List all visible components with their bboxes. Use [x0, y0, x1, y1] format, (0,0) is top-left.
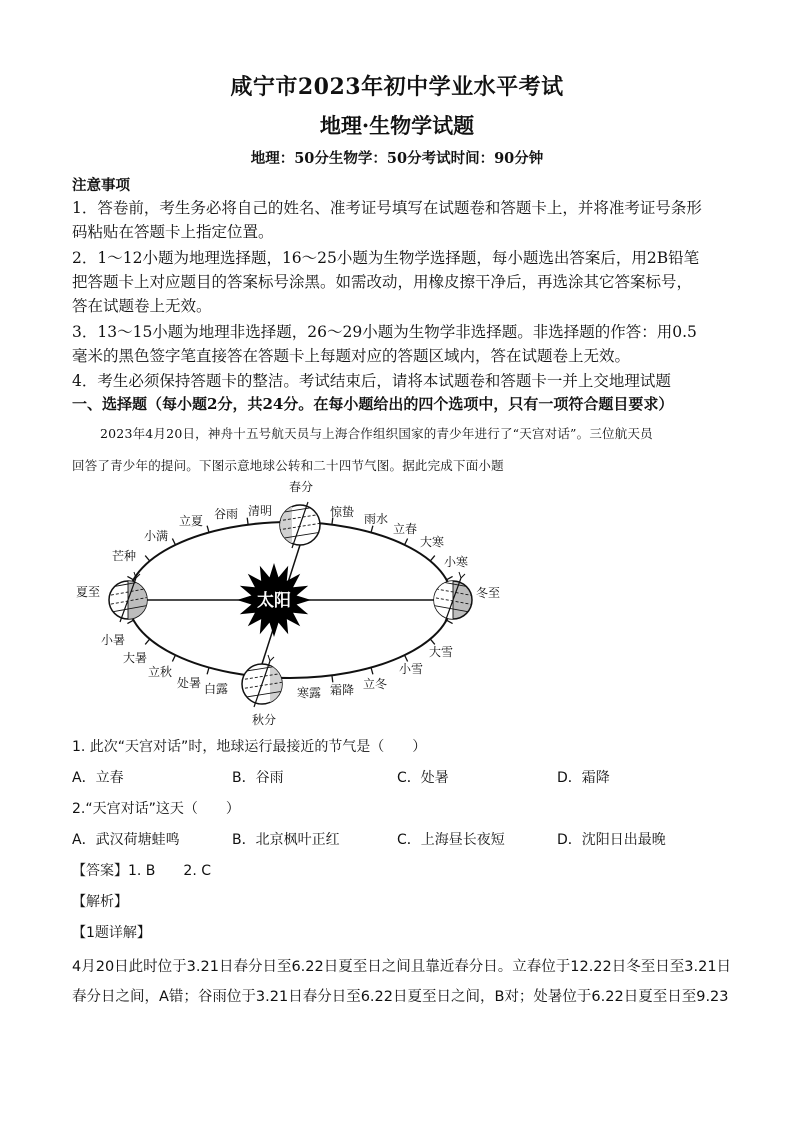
answer-value: 1. B 2. C	[128, 863, 211, 879]
q1-option-a: A．立春	[72, 770, 124, 786]
q1-option-b: B．谷雨	[232, 770, 284, 786]
term-label-jingzhe: 惊蛰	[329, 505, 355, 519]
term-tick	[145, 556, 150, 561]
term-label-xiaoman: 小满	[143, 529, 169, 543]
term-tick	[247, 518, 248, 525]
term-label-qiufen: 秋分	[251, 713, 277, 727]
earth-icon-summer-solstice	[106, 572, 150, 622]
term-label-lidong: 立冬	[362, 677, 388, 691]
term-label-daxue: 大雪	[428, 645, 454, 659]
notes-line: 毫米的黑色签字笔直接答在答题卡上每题对应的答题区域内，答在试题卷上无效。	[72, 347, 631, 365]
score-info: 地理：50分生物学：50分考试时间：90分钟	[250, 150, 544, 167]
intro-text: 2023年4月20日，神舟十五号航天员与上海合作组织国家的青少年进行了“天宫对话”。三位航天员	[100, 426, 653, 441]
q2-option-c: C．上海昼长夜短	[397, 832, 505, 848]
notes-line: 2．1～12小题为地理选择题，16～25小题为生物学选择题，每小题选出答案后，用2B铅笔	[72, 249, 700, 267]
notes-line: 把答题卡上对应题目的答案标号涂黑。如需改动，用橡皮擦干净后，再选涂其它答案标号，	[72, 273, 693, 291]
term-label-dahan: 大寒	[419, 535, 445, 549]
earth-icon-winter-solstice	[431, 572, 475, 622]
exam-title: 咸宁市2023年初中学业水平考试	[230, 74, 564, 100]
term-tick	[207, 668, 209, 675]
term-tick	[172, 655, 175, 661]
term-label-yushui: 雨水	[363, 512, 389, 526]
term-label-chunfen: 春分	[288, 480, 314, 494]
term-label-dashu: 大暑	[122, 651, 148, 665]
answer-row	[72, 860, 211, 880]
term-tick	[371, 668, 373, 675]
sun-icon	[237, 563, 311, 637]
term-tick	[332, 675, 333, 682]
detail-line: 春分日之间，A错；谷雨位于3.21日春分日至6.22日夏至日之间，B对；处暑位于6.22日夏至日至9.23	[72, 989, 729, 1005]
q2-option-a: A．武汉荷塘蛙鸣	[72, 832, 180, 848]
term-label-bailu: 白露	[203, 682, 229, 696]
question-2-stem: 2.“天宫对话”这天（ ）	[72, 801, 240, 817]
sun-label: 太阳	[257, 591, 291, 611]
term-label-lichun: 立春	[392, 522, 418, 536]
notes-line: 4．考生必须保持答题卡的整洁。考试结束后，请将本试题卷和答题卡一并上交地理试题	[72, 372, 671, 390]
exam-subtitle: 地理·生物学试题	[319, 113, 475, 138]
term-tick	[371, 526, 373, 533]
term-tick	[447, 576, 453, 579]
term-label-dongzhi: 冬至	[475, 586, 501, 600]
notes-line: 1．答卷前，考生务必将自己的姓名、准考证号填写在试题卷和答题卡上，并将准考证号条形	[72, 199, 702, 217]
q2-option-d: D．沈阳日出最晚	[557, 832, 666, 848]
q1-option-d: D．霜降	[557, 770, 610, 786]
term-tick	[127, 620, 133, 623]
term-label-lixia: 立夏	[178, 514, 204, 528]
term-label-chushu: 处暑	[176, 676, 202, 690]
detail-label: 【1题详解】	[72, 925, 151, 941]
q1-option-c: C．处暑	[397, 770, 449, 786]
notes-line: 码粘贴在答题卡上指定位置。	[72, 223, 274, 241]
term-tick	[127, 576, 133, 579]
intro-text: 回答了青少年的提问。下图示意地球公转和二十四节气图。据此完成下面小题	[72, 458, 504, 473]
term-label-xiazhi: 夏至	[75, 585, 101, 599]
notes-heading: 注意事项	[72, 177, 130, 194]
term-label-xiaohan: 小寒	[443, 555, 469, 569]
section-heading: 一、选择题（每小题2分，共24分。在每小题给出的四个选项中，只有一项符合题目要求）	[72, 395, 674, 413]
notes-line: 答在试题卷上无效。	[72, 297, 212, 315]
term-tick	[430, 639, 435, 644]
term-label-xiaoshu: 小暑	[100, 633, 126, 647]
term-label-guyu: 谷雨	[213, 507, 239, 521]
term-tick	[405, 655, 408, 661]
earth-icon-spring-equinox	[278, 502, 322, 548]
term-tick	[145, 639, 150, 644]
term-label-hanlu: 寒露	[296, 686, 322, 700]
term-label-liqiu: 立秋	[147, 665, 173, 679]
term-tick	[172, 539, 175, 545]
term-tick	[430, 556, 435, 561]
detail-line: 4月20日此时位于3.21日春分日至6.22日夏至日之间且靠近春分日。立春位于12.22日冬至日至3.21日	[72, 959, 732, 975]
analysis-label: 【解析】	[72, 894, 128, 910]
q2-option-b: B．北京枫叶正红	[232, 832, 340, 848]
earth-orbit-diagram	[60, 476, 530, 728]
term-tick	[207, 526, 209, 533]
term-label-qingming: 清明	[247, 504, 273, 518]
answer-label: 【答案】	[72, 863, 128, 879]
question-1-stem: 1. 此次“天宫对话”时，地球运行最接近的节气是（ ）	[72, 739, 427, 755]
term-label-mangzhong: 芒种	[111, 549, 137, 563]
term-tick	[405, 539, 408, 545]
term-label-shuangjiang: 霜降	[329, 683, 355, 697]
notes-line: 3．13～15小题为地理非选择题，26～29小题为生物学非选择题。非选择题的作答：用0.5	[72, 323, 697, 341]
term-tick	[447, 620, 453, 623]
term-label-xiaoxue: 小雪	[398, 662, 424, 676]
